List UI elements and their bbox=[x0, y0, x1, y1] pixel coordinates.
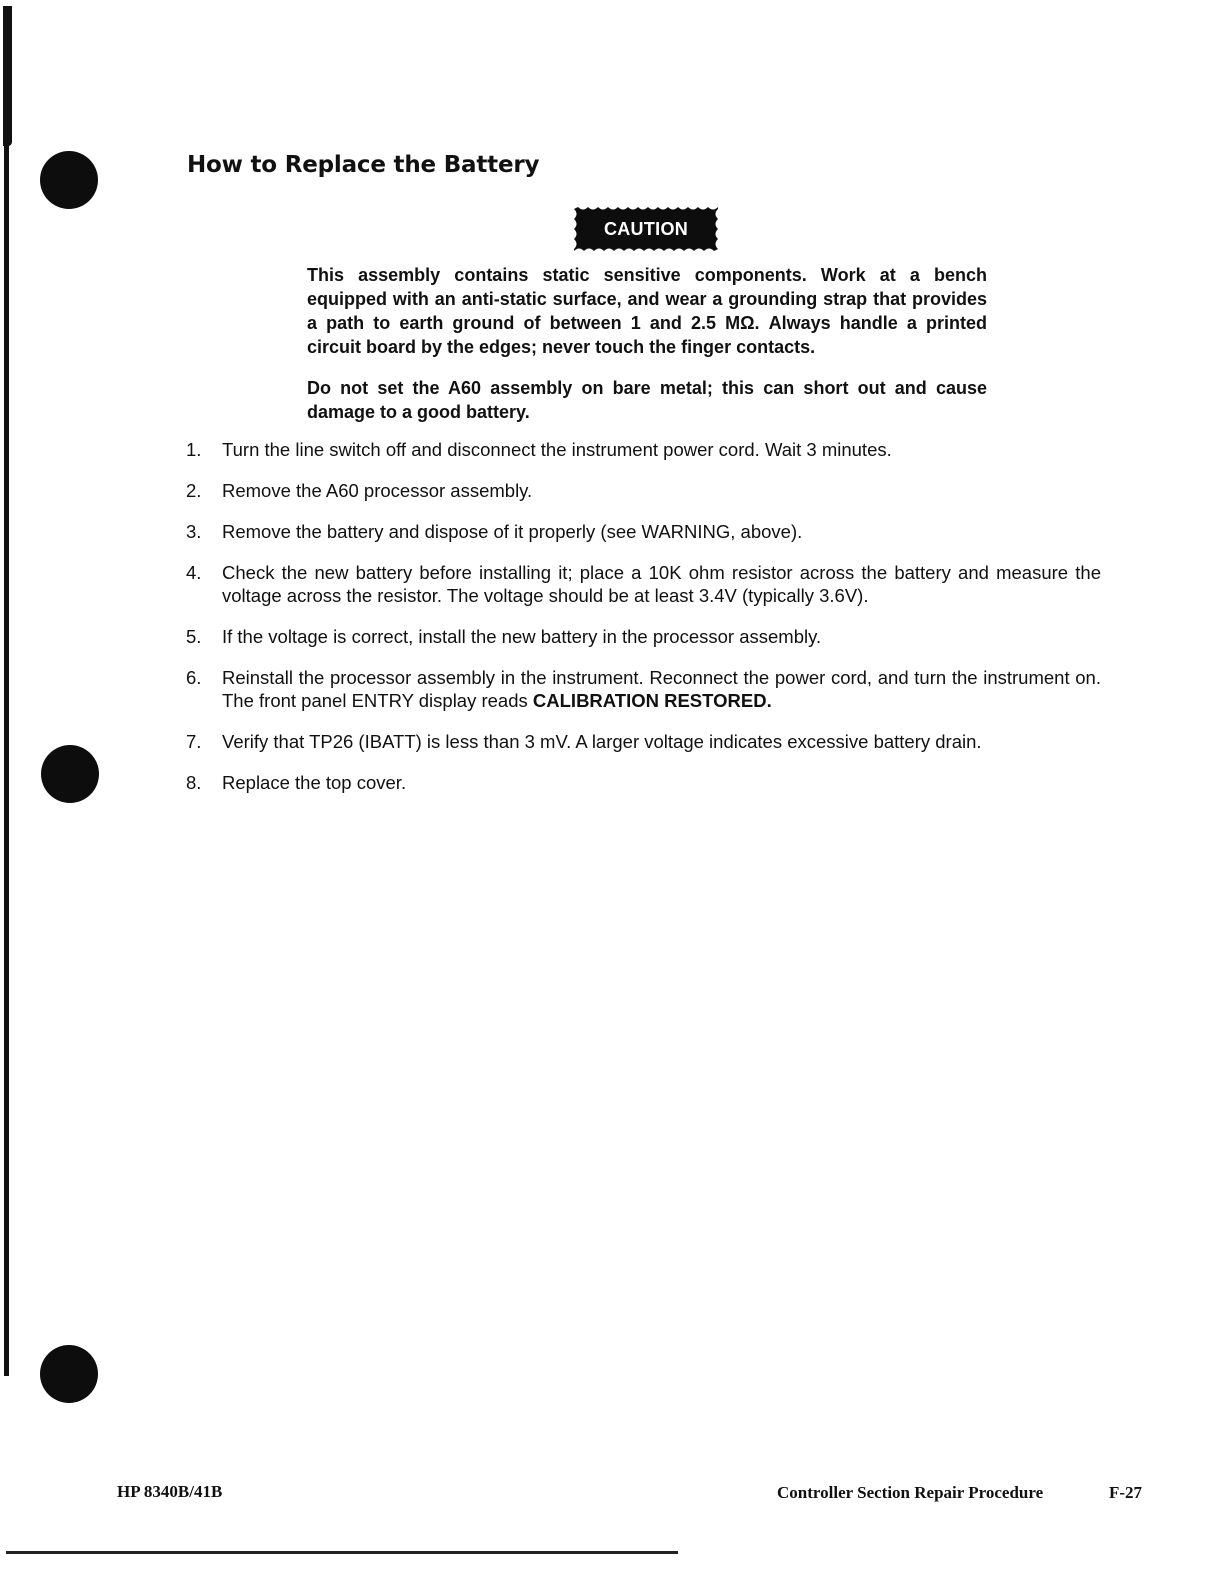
caution-badge bbox=[572, 204, 720, 254]
footer-section-name: Controller Section Repair Procedure bbox=[777, 1483, 1044, 1502]
binder-edge-shadow bbox=[3, 6, 12, 146]
step-text: Verify that TP26 (IBATT) is less than 3 mV. A larger voltage indicates excessive battery drain. bbox=[222, 731, 982, 752]
procedure-step bbox=[186, 625, 1101, 648]
procedure-step bbox=[186, 561, 1101, 607]
step-text: Reinstall the processor assembly in the instrument. Reconnect the power cord, and turn the instrument on. The front panel ENTRY display reads bbox=[222, 667, 1101, 711]
step-number: 1. bbox=[186, 439, 202, 460]
caution-label: CAUTION bbox=[603, 219, 689, 239]
step-text: Replace the top cover. bbox=[222, 772, 407, 793]
footer-model: HP 8340B/41B bbox=[117, 1482, 223, 1501]
step-number: 2. bbox=[186, 480, 202, 501]
step-text: Remove the battery and dispose of it properly (see WARNING, above). bbox=[222, 521, 803, 542]
procedure-step bbox=[186, 479, 1101, 502]
step-text: If the voltage is correct, install the new battery in the processor assembly. bbox=[222, 626, 822, 647]
step-emphasis: CALIBRATION RESTORED bbox=[532, 690, 767, 711]
step-number: 4. bbox=[186, 562, 202, 583]
step-text: Remove the A60 processor assembly. bbox=[222, 480, 533, 501]
caution-paragraph-bare-metal: Do not set the A60 assembly on bare metal; this can short out and cause damage to a good battery. bbox=[307, 378, 987, 422]
procedure-step bbox=[186, 730, 1101, 753]
caution-paragraph-static: This assembly contains static sensitive components. Work at a bench equipped with an anti-static surface, and wear a grounding strap that provides a path to earth ground of between 1 and 2.5 MΩ. Always handle a printed circuit board by the edges; never touch the finger contacts. bbox=[307, 265, 987, 357]
punch-hole-bottom bbox=[40, 1345, 98, 1403]
step-suffix: . bbox=[766, 690, 772, 711]
step-number: 6. bbox=[186, 667, 202, 688]
step-text: Check the new battery before installing it; place a 10K ohm resistor across the battery and measure the voltage across the resistor. The voltage should be at least 3.4V (typically 3.6V). bbox=[222, 562, 1101, 606]
step-number: 3. bbox=[186, 521, 202, 542]
step-number: 8. bbox=[186, 772, 202, 793]
procedure-step bbox=[186, 771, 1101, 794]
bottom-rule bbox=[6, 1551, 678, 1554]
punch-hole-middle bbox=[41, 745, 99, 803]
binder-edge-line bbox=[4, 6, 9, 1376]
section-heading: How to Replace the Battery bbox=[187, 152, 540, 178]
step-number: 5. bbox=[186, 626, 202, 647]
procedure-step bbox=[186, 438, 1101, 461]
footer-page-number: F-27 bbox=[1109, 1483, 1143, 1502]
punch-hole-top bbox=[40, 151, 98, 209]
procedure-step bbox=[186, 520, 1101, 543]
step-text: Turn the line switch off and disconnect the instrument power cord. Wait 3 minutes. bbox=[222, 439, 892, 460]
procedure-steps bbox=[186, 438, 1101, 812]
procedure-step bbox=[186, 666, 1101, 712]
step-number: 7. bbox=[186, 731, 202, 752]
